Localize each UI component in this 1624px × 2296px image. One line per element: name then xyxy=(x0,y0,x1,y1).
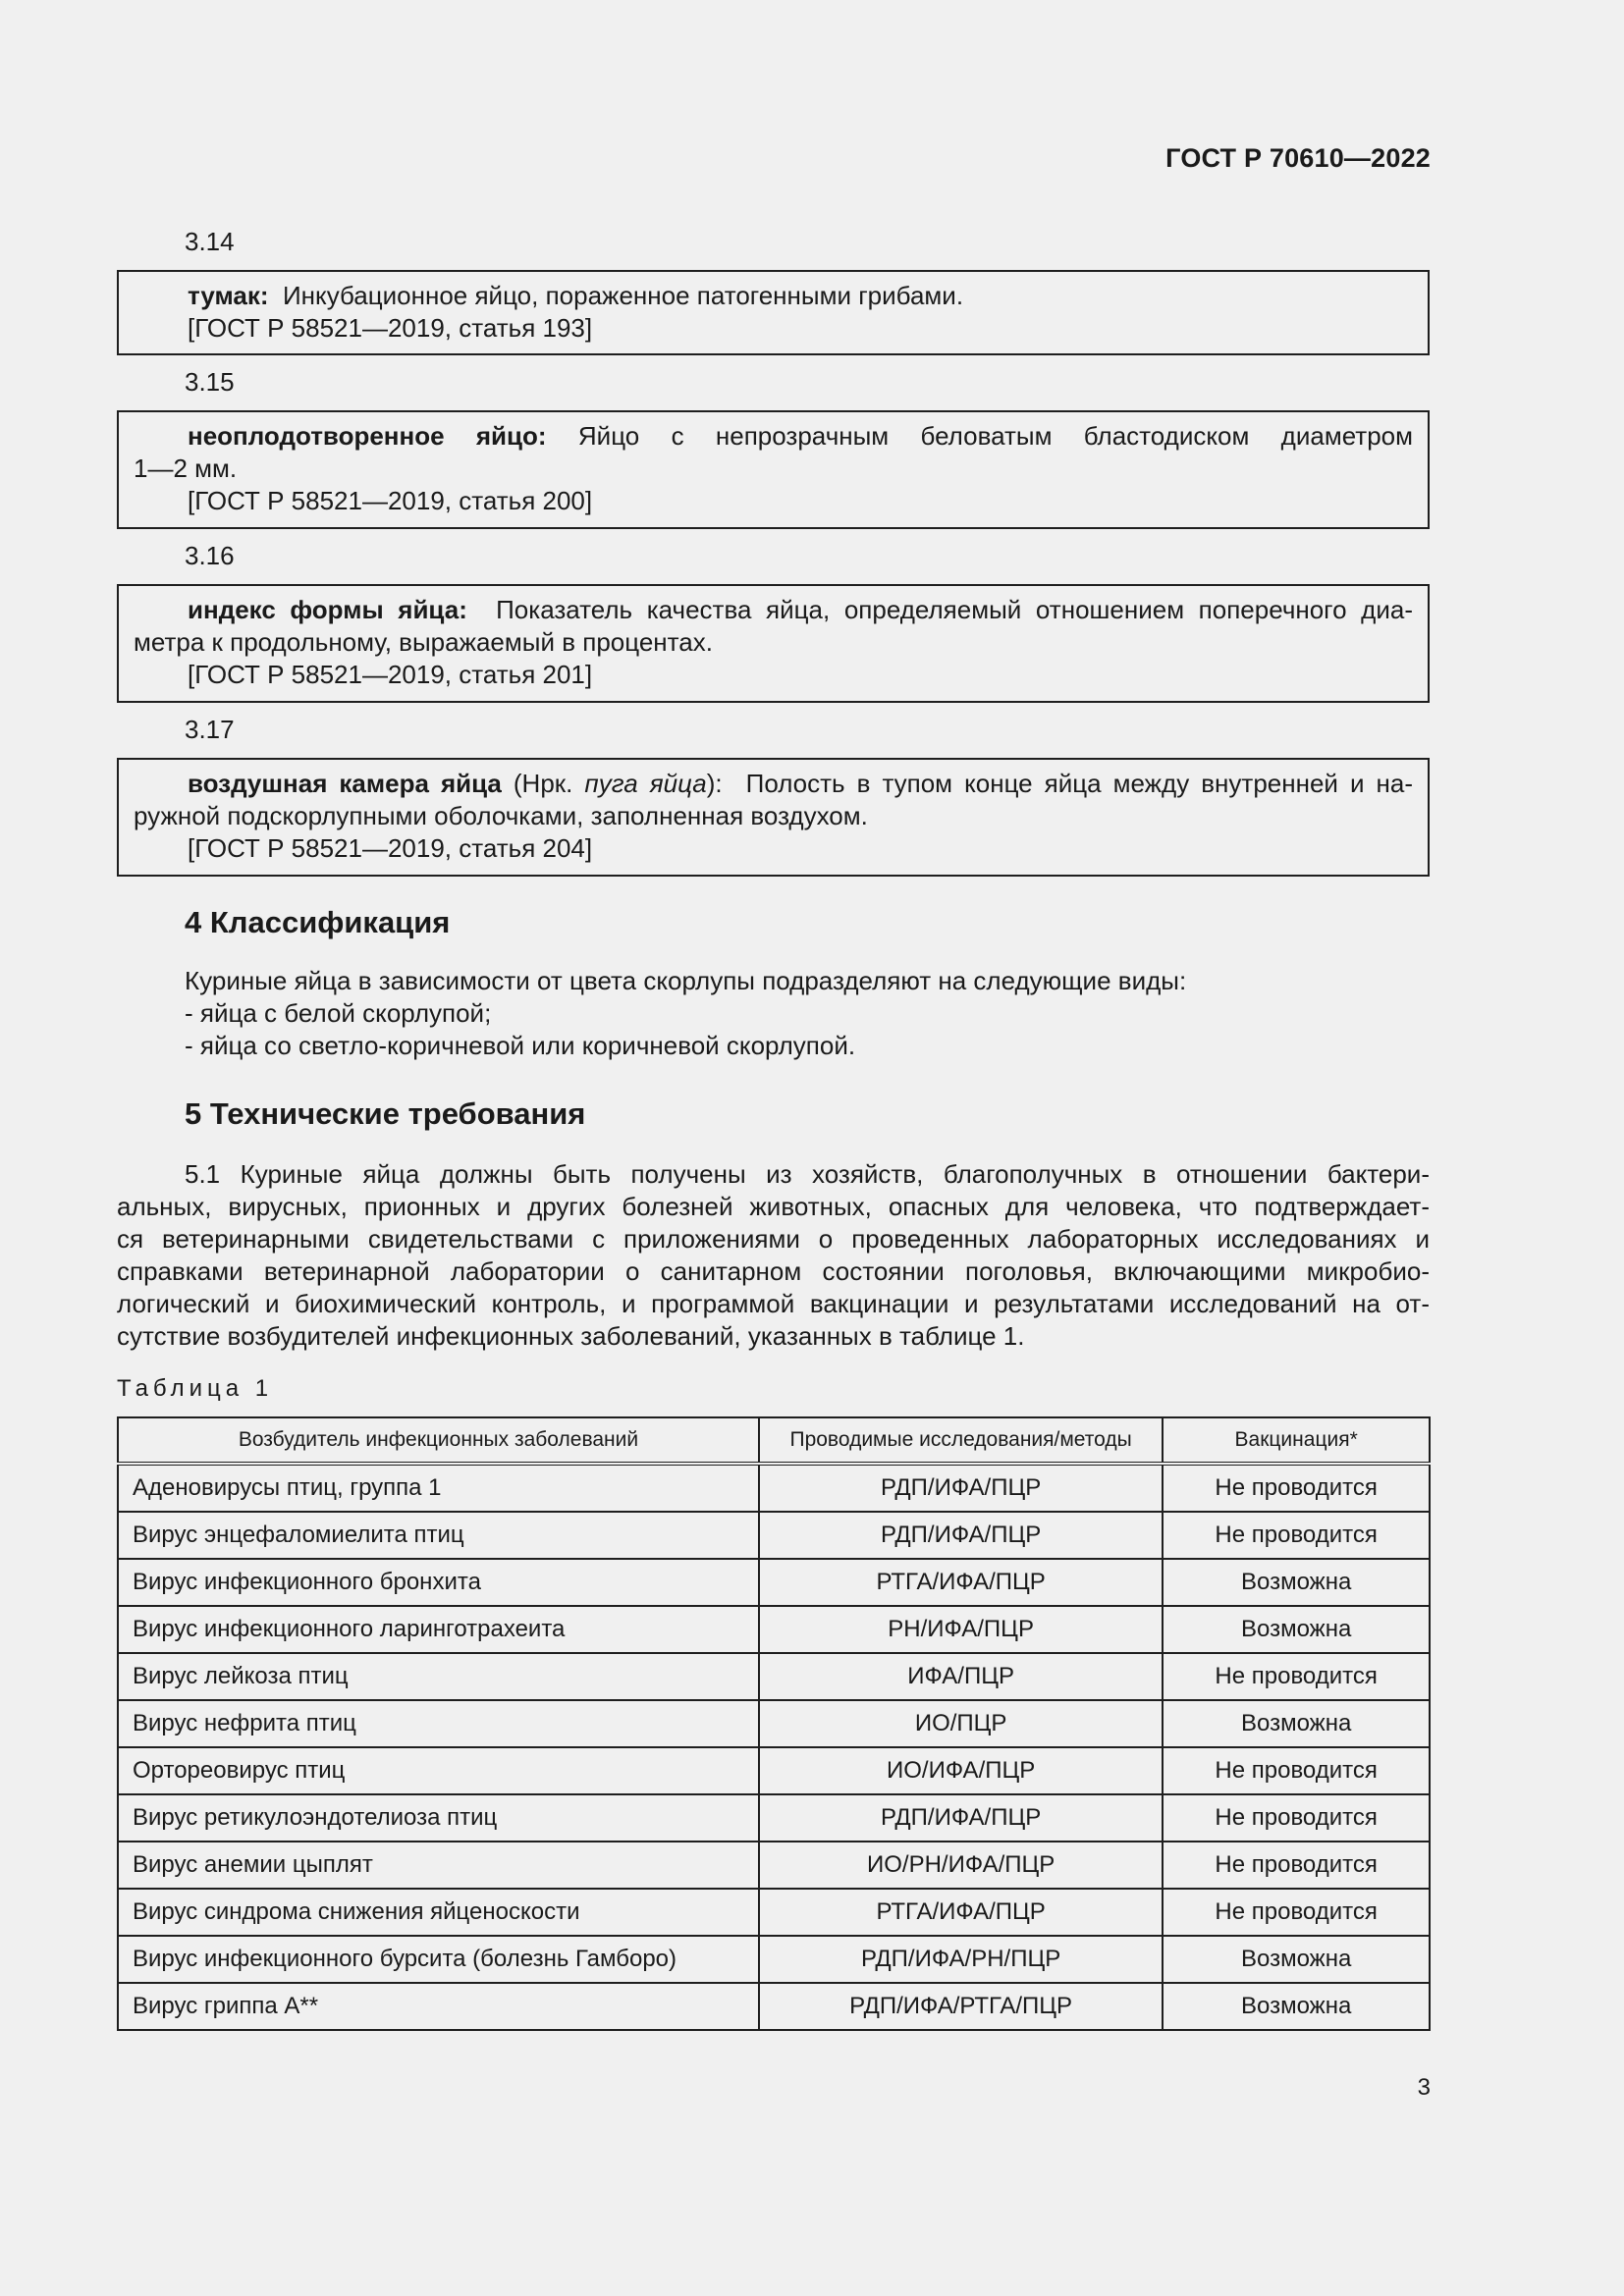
vaccination-cell: Возможна xyxy=(1163,1983,1430,2030)
table-row xyxy=(118,1889,1430,1936)
methods-cell: РТГА/ИФА/ПЦР xyxy=(759,1889,1163,1936)
methods-cell: РДП/ИФА/ПЦР xyxy=(759,1464,1163,1512)
methods-cell: РДП/ИФА/РН/ПЦР xyxy=(759,1936,1163,1983)
term-definition-continued: метра к продольному, выражаемый в процентах. xyxy=(134,627,713,657)
paragraph-5-1 xyxy=(117,1158,1430,1353)
term-definition: Инкубационное яйцо, пораженное патогенными грибами. xyxy=(282,281,964,310)
methods-cell: РДП/ИФА/РТГА/ПЦР xyxy=(759,1983,1163,2030)
pathogen-cell: Вирус инфекционного ларинготрахеита xyxy=(118,1606,759,1653)
term-number: 3.17 xyxy=(185,715,235,744)
pathogen-cell: Вирус инфекционного бронхита xyxy=(118,1559,759,1606)
term-definition: Яйцо с непрозрачным беловатым бластодиском диаметром xyxy=(577,421,1414,451)
list-item: - яйца со светло-коричневой или коричневой скорлупой. xyxy=(185,1031,856,1060)
table-row xyxy=(118,1936,1430,1983)
vaccination-cell: Возможна xyxy=(1163,1559,1430,1606)
vaccination-cell: Возможна xyxy=(1163,1936,1430,1983)
table-row xyxy=(118,1983,1430,2030)
document-code: ГОСТ Р 70610—2022 xyxy=(1165,143,1431,173)
vaccination-cell: Возможна xyxy=(1163,1606,1430,1653)
column-header: Вакцинация* xyxy=(1163,1417,1430,1464)
term-synonym-prefix: (Нрк. xyxy=(501,769,585,798)
methods-cell: РН/ИФА/ПЦР xyxy=(759,1606,1163,1653)
term-synonym-suffix: ): xyxy=(706,769,723,798)
pathogen-cell: Вирус лейкоза птиц xyxy=(118,1653,759,1700)
vaccination-cell: Возможна xyxy=(1163,1700,1430,1747)
term-source: [ГОСТ Р 58521—2019, статья 200] xyxy=(188,486,593,515)
table-row xyxy=(118,1842,1430,1889)
paragraph-line: сутствие возбудителей инфекционных заболеваний, указанных в таблице 1. xyxy=(117,1321,1025,1351)
paragraph-line: ся ветеринарными свидетельствами с приложениями о проведенных лабораторных исследованиях и xyxy=(117,1224,1430,1254)
table-row xyxy=(118,1606,1430,1653)
pathogen-cell: Аденовирусы птиц, группа 1 xyxy=(118,1464,759,1512)
table-row xyxy=(118,1747,1430,1794)
column-header: Возбудитель инфекционных заболеваний xyxy=(118,1417,759,1464)
term-definition: Полость в тупом конце яйца между внутренней и на- xyxy=(745,769,1413,798)
pathogen-cell: Вирус энцефаломиелита птиц xyxy=(118,1512,759,1559)
paragraph-line: 5.1 Куриные яйца должны быть получены из хозяйств, благополучных в отношении бактери- xyxy=(185,1159,1430,1189)
term-name: воздушная камера яйца xyxy=(188,769,502,798)
term-definition-continued: ружной подскорлупными оболочками, заполненная воздухом. xyxy=(134,801,868,830)
vaccination-cell: Не проводится xyxy=(1163,1512,1430,1559)
term-box xyxy=(117,758,1430,877)
column-header: Проводимые исследования/методы xyxy=(759,1417,1163,1464)
vaccination-cell: Не проводится xyxy=(1163,1842,1430,1889)
section-intro: Куриные яйца в зависимости от цвета скорлупы подразделяют на следующие виды: xyxy=(185,966,1187,995)
table-row xyxy=(118,1794,1430,1842)
classification-list xyxy=(185,997,855,1062)
list-item: - яйца с белой скорлупой; xyxy=(185,998,492,1028)
pathogen-cell: Ортореовирус птиц xyxy=(118,1747,759,1794)
term-box xyxy=(117,270,1430,355)
term-number: 3.14 xyxy=(185,227,235,256)
paragraph-line: справками ветеринарной лаборатории о санитарном состоянии поголовья, включающими микробио- xyxy=(117,1256,1430,1286)
paragraph-line: альных, вирусных, прионных и других болезней животных, опасных для человека, что подтверждает- xyxy=(117,1192,1430,1221)
term-source: [ГОСТ Р 58521—2019, статья 204] xyxy=(188,833,593,863)
term-source: [ГОСТ Р 58521—2019, статья 201] xyxy=(188,660,593,689)
vaccination-cell: Не проводится xyxy=(1163,1464,1430,1512)
table-row xyxy=(118,1559,1430,1606)
pathogen-cell: Вирус анемии цыплят xyxy=(118,1842,759,1889)
pathogen-cell: Вирус нефрита птиц xyxy=(118,1700,759,1747)
pathogen-cell: Вирус ретикулоэндотелиоза птиц xyxy=(118,1794,759,1842)
pathogen-cell: Вирус синдрома снижения яйценоскости xyxy=(118,1889,759,1936)
term-name: тумак: xyxy=(188,281,269,310)
table-caption: Таблица 1 xyxy=(117,1375,274,1402)
table-row xyxy=(118,1464,1430,1512)
term-synonym: пуга яйца xyxy=(584,769,707,798)
term-number: 3.16 xyxy=(185,541,235,570)
methods-cell: ИО/ИФА/ПЦР xyxy=(759,1747,1163,1794)
methods-cell: РТГА/ИФА/ПЦР xyxy=(759,1559,1163,1606)
term-box xyxy=(117,584,1430,703)
vaccination-cell: Не проводится xyxy=(1163,1889,1430,1936)
term-name: индекс формы яйца: xyxy=(188,595,467,624)
paragraph-line: логический и биохимический контроль, и программой вакцинации и результатами исследований на от- xyxy=(117,1289,1430,1318)
table-row xyxy=(118,1700,1430,1747)
table-row xyxy=(118,1653,1430,1700)
methods-cell: РДП/ИФА/ПЦР xyxy=(759,1794,1163,1842)
term-box xyxy=(117,410,1430,529)
section-heading: 4 Классификация xyxy=(185,905,451,939)
methods-cell: ИО/РН/ИФА/ПЦР xyxy=(759,1842,1163,1889)
page-number: 3 xyxy=(1417,2074,1431,2101)
section-heading: 5 Технические требования xyxy=(185,1096,586,1131)
term-definition-continued: 1—2 мм. xyxy=(134,454,238,483)
term-name: неоплодотворенное яйцо: xyxy=(188,421,547,451)
methods-cell: РДП/ИФА/ПЦР xyxy=(759,1512,1163,1559)
pathogen-cell: Вирус гриппа А** xyxy=(118,1983,759,2030)
methods-cell: ИО/ПЦР xyxy=(759,1700,1163,1747)
term-source: [ГОСТ Р 58521—2019, статья 193] xyxy=(188,313,593,343)
methods-cell: ИФА/ПЦР xyxy=(759,1653,1163,1700)
vaccination-cell: Не проводится xyxy=(1163,1747,1430,1794)
table-body xyxy=(118,1464,1430,2030)
pathogen-cell: Вирус инфекционного бурсита (болезнь Гамборо) xyxy=(118,1936,759,1983)
infections-table xyxy=(117,1416,1431,2031)
table-header-row xyxy=(118,1417,1430,1464)
term-number: 3.15 xyxy=(185,367,235,397)
term-definition: Показатель качества яйца, определяемый отношением поперечного диа- xyxy=(496,595,1413,624)
table-row xyxy=(118,1512,1430,1559)
vaccination-cell: Не проводится xyxy=(1163,1794,1430,1842)
vaccination-cell: Не проводится xyxy=(1163,1653,1430,1700)
